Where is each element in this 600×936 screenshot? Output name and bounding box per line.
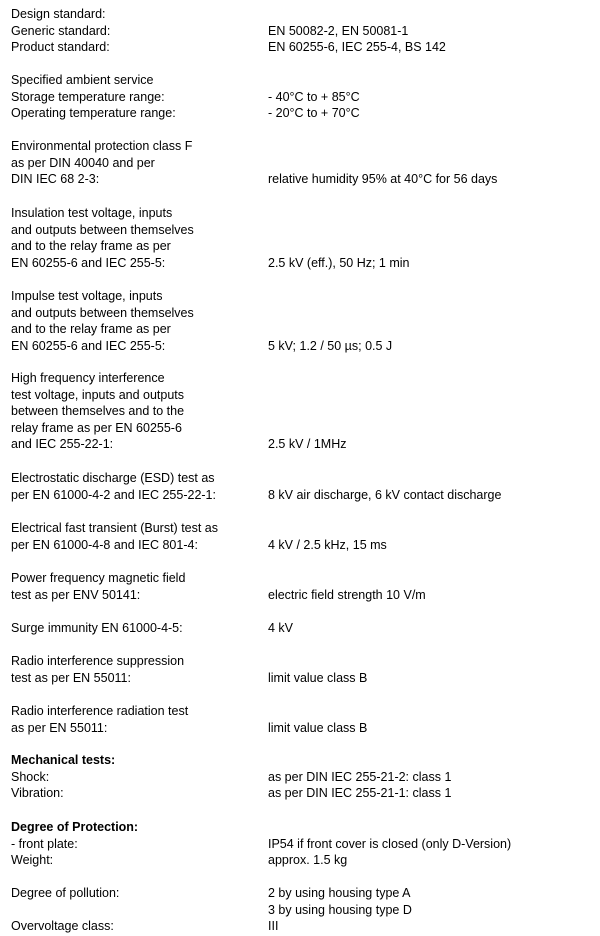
- spec-value: - 40°C to + 85°C: [268, 89, 360, 104]
- surge-section: [11, 620, 591, 637]
- spec-value: 4 kV / 2.5 kHz, 15 ms: [268, 537, 387, 552]
- spec-label: - front plate:: [11, 836, 78, 851]
- esd-section: [11, 470, 591, 503]
- spec-row: [11, 370, 591, 453]
- spec-value: - 20°C to + 70°C: [268, 106, 360, 120]
- spec-value: 5 kV; 1.2 / 50 µs; 0.5 J: [268, 338, 393, 353]
- spec-value: III: [268, 919, 279, 933]
- spec-row: [11, 785, 591, 802]
- impulse-section: [11, 288, 591, 354]
- spec-row: [11, 470, 591, 503]
- environmental-section: [11, 138, 591, 188]
- spec-label: Environmental protection class F as per DIN 40040 and per DIN IEC 68 2-3:: [11, 139, 193, 186]
- overvoltage-section: [11, 918, 591, 935]
- spec-label: Radio interference suppression test as per EN 55011:: [11, 654, 185, 685]
- spec-row: [11, 138, 591, 188]
- spec-value: EN 60255-6, IEC 255-4, BS 142: [268, 40, 446, 54]
- radio-suppression-section: [11, 653, 591, 686]
- hf-interference-section: [11, 370, 591, 453]
- spec-value: as per DIN IEC 255-21-2: class 1: [268, 769, 452, 784]
- spec-value: 2.5 kV / 1MHz: [268, 437, 347, 451]
- spec-row: [11, 23, 591, 40]
- spec-label: Overvoltage class:: [11, 919, 114, 933]
- spec-value: IP54 if front cover is closed (only D-Version): [268, 836, 512, 851]
- spec-row: [11, 39, 591, 56]
- spec-label: Insulation test voltage, inputs and outputs between themselves and to the relay frame as per EN 60255-6 and IEC 255-5:: [11, 206, 194, 270]
- spec-label: Power frequency magnetic field test as per ENV 50141:: [11, 571, 186, 602]
- spec-label: Weight:: [11, 853, 54, 867]
- spec-row: [11, 520, 591, 553]
- spec-label: Electrical fast transient (Burst) test as per EN 61000-4-8 and IEC 801-4:: [11, 521, 219, 552]
- spec-value: 4 kV: [268, 621, 294, 635]
- spec-label: Operating temperature range:: [11, 106, 176, 120]
- spec-row: [11, 769, 591, 786]
- spec-value: limit value class B: [268, 720, 368, 735]
- ambient-title: Specified ambient service: [11, 73, 154, 87]
- spec-label: Radio interference radiation test as per EN 55011:: [11, 704, 189, 735]
- spec-label: High frequency interference test voltage, inputs and outputs between themselves and to the relay frame as per EN 60255-6 and IEC 255-22-1:: [11, 371, 185, 451]
- burst-section: [11, 520, 591, 553]
- magnetic-field-section: [11, 570, 591, 603]
- spec-value: EN 50082-2, EN 50081-1: [268, 23, 409, 38]
- design-standard-section: [11, 6, 591, 56]
- spec-row: [11, 620, 591, 637]
- spec-row: [11, 852, 591, 869]
- ambient-section: [11, 72, 591, 122]
- spec-row: [11, 89, 591, 106]
- spec-value: relative humidity 95% at 40°C for 56 days: [268, 172, 498, 186]
- mechanical-tests-section: [11, 752, 591, 802]
- spec-row: [11, 653, 591, 686]
- spec-label: Product standard:: [11, 40, 110, 54]
- spec-label: Shock:: [11, 769, 50, 784]
- spec-row: [11, 836, 591, 853]
- insulation-section: [11, 205, 591, 271]
- spec-value: electric field strength 10 V/m: [268, 587, 426, 602]
- spec-label: Vibration:: [11, 786, 64, 800]
- spec-row: [11, 703, 591, 736]
- spec-value: 2 by using housing type A 3 by using housing type D: [268, 886, 412, 917]
- protection-section: [11, 819, 591, 869]
- spec-row: [11, 885, 591, 918]
- pollution-section: [11, 885, 591, 918]
- radio-radiation-section: [11, 703, 591, 736]
- spec-value: as per DIN IEC 255-21-1: class 1: [268, 786, 452, 800]
- spec-row: [11, 105, 591, 122]
- spec-row: [11, 918, 591, 935]
- spec-value: limit value class B: [268, 670, 368, 685]
- protection-heading: Degree of Protection:: [11, 820, 139, 834]
- spec-label: Electrostatic discharge (ESD) test as per EN 61000-4-2 and IEC 255-22-1:: [11, 471, 216, 502]
- design-standard-title: Design standard:: [11, 7, 106, 21]
- spec-label: Generic standard:: [11, 23, 111, 38]
- spec-value: 8 kV air discharge, 6 kV contact discharge: [268, 487, 502, 502]
- spec-value: 2.5 kV (eff.), 50 Hz; 1 min: [268, 255, 410, 270]
- spec-label: Impulse test voltage, inputs and outputs between themselves and to the relay frame as per EN 60255-6 and IEC 255-5:: [11, 289, 194, 353]
- spec-row: [11, 570, 591, 603]
- spec-row: [11, 205, 591, 271]
- spec-value: approx. 1.5 kg: [268, 853, 348, 867]
- spec-row: [11, 288, 591, 354]
- spec-label: Surge immunity EN 61000-4-5:: [11, 621, 183, 635]
- spec-label: Degree of pollution:: [11, 886, 120, 900]
- spec-label: Storage temperature range:: [11, 89, 165, 104]
- mechanical-tests-heading: Mechanical tests:: [11, 753, 116, 767]
